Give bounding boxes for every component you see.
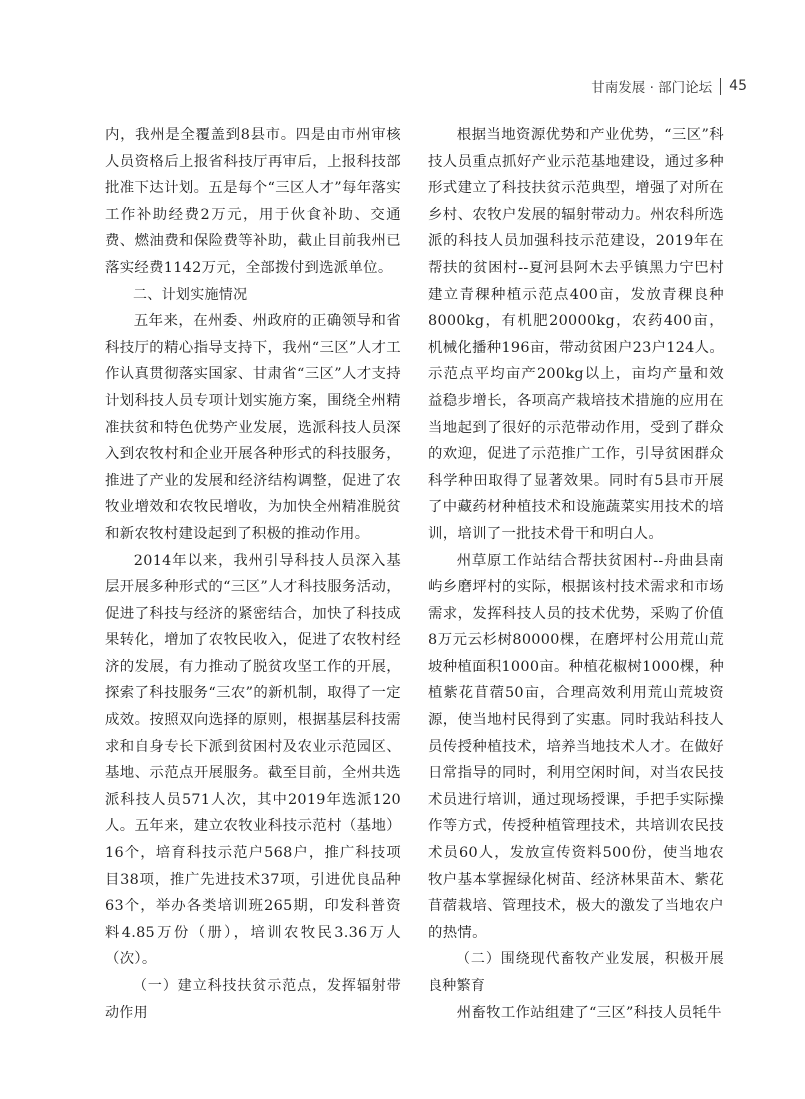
paragraph-continued: 内，我州是全覆盖到8县市。四是由市州审核人员资格后上报省科技厅再审后，上报科技部批准下达计划。五是每个“三区人才”每年落实工作补助经费2万元，用于伙食补助、交通费、燃油费和保险费等补助，截止目前我州已落实经费1142万元，全部拨付到选派单位。 [105, 127, 401, 276]
paragraph: 州畜牧工作站组建了“三区”科技人员牦牛 [456, 1004, 722, 1021]
left-column [105, 122, 401, 1026]
paragraph: 州草原工作站结合帮扶贫困村--舟曲县南屿乡磨坪村的实际，根据该村技术需求和市场需求，发挥科技人员的技术优势，采购了价值8万元云杉树80000棵，在磨坪村公用荒山荒坡种植面积1000亩。种植花椒树1000棵，种植紫花苜蓿50亩，合理高效利用荒山荒坡资源，使当地村民得到了实惠。同时我站科技人员传授种植技术，培养当地技术人才。在做好日常指导的同时，利用空闲时间，对当农民技术员进行培训，通过现场授课，手把手实际操作等方式，传授种植管理技术，共培训农民技术员60人，发放宣传资料500份，使当地农牧户基本掌握绿化树苗、经济林果苗木、紫花苜蓿栽培、管理技术，极大的激发了当地农户的热情。 [428, 552, 725, 941]
running-header [591, 76, 747, 96]
section-heading: 二、计划实施情况 [133, 286, 248, 303]
paragraph: 2014年以来，我州引导科技人员深入基层开展多种形式的“三区”人才科技服务活动，促进了科技与经济的紧密结合，加快了科技成果转化，增加了农牧民收入，促进了农牧村经济的发展，有力推动了脱贫攻坚工作的开展，探索了科技服务“三农”的新机制，取得了一定成效。按照双向选择的原则，根据基层科技需求和自身专长下派到贫困村及农业示范园区、基地、示范点开展服务。截至目前，全州共选派科技人员571人次，其中2019年选派120人。五年来，建立农牧业科技示范村（基地）16个，培育科技示范户568户，推广科技项目38项，推广先进技术37项，引进优良品种63个，举办各类培训班265期，印发科普资料4.85万份（册），培训农牧民3.36万人（次）。 [105, 552, 401, 968]
subsection-heading: （二）围绕现代畜牧产业发展，积极开展良种繁育 [428, 951, 724, 994]
subsection-heading: （一）建立科技扶贫示范点，发挥辐射带动作用 [105, 978, 401, 1021]
paragraph: 五年来，在州委、州政府的正确领导和省科技厅的精心指导支持下，我州“三区”人才工作认真贯彻落实国家、甘肃省“三区”人才支持计划科技人员专项计划实施方案，围绕全州精准扶贫和特色优势产业发展，选派科技人员深入到农牧村和企业开展各种形式的科技服务，推进了产业的发展和经济结构调整，促进了农牧业增效和农牧民增收，为加快全州精准脱贫和新农牧村建设起到了积极的推动作用。 [105, 313, 401, 542]
paragraph: 根据当地资源优势和产业优势，“三区”科技人员重点抓好产业示范基地建设，通过多种形式建立了科技扶贫示范典型，增强了对所在乡村、农牧户发展的辐射带动力。州农科所选派的科技人员加强科技示范建设，2019年在帮扶的贫困村--夏河县阿木去乎镇黑力宁巴村建立青稞种植示范点400亩，发放青稞良种8000kg，有机肥20000kg，农药400亩，机械化播种196亩，带动贫困户23户124人。示范点平均亩产200kg以上，亩均产量和效益稳步增长，各项高产栽培技术措施的应用在当地起到了很好的示范带动作用，受到了群众的欢迎，促进了示范推广工作，引导贫困群众科学种田取得了显著效果。同时有5县市开展了中藏药材种植技术和设施蔬菜实用技术的培训，培训了一批技术骨干和明白人。 [428, 127, 725, 542]
header-divider [720, 78, 721, 95]
right-column [428, 122, 724, 1026]
journal-section-title: 甘南发展 · 部门论坛 [591, 80, 713, 96]
page-number: 45 [729, 78, 747, 94]
